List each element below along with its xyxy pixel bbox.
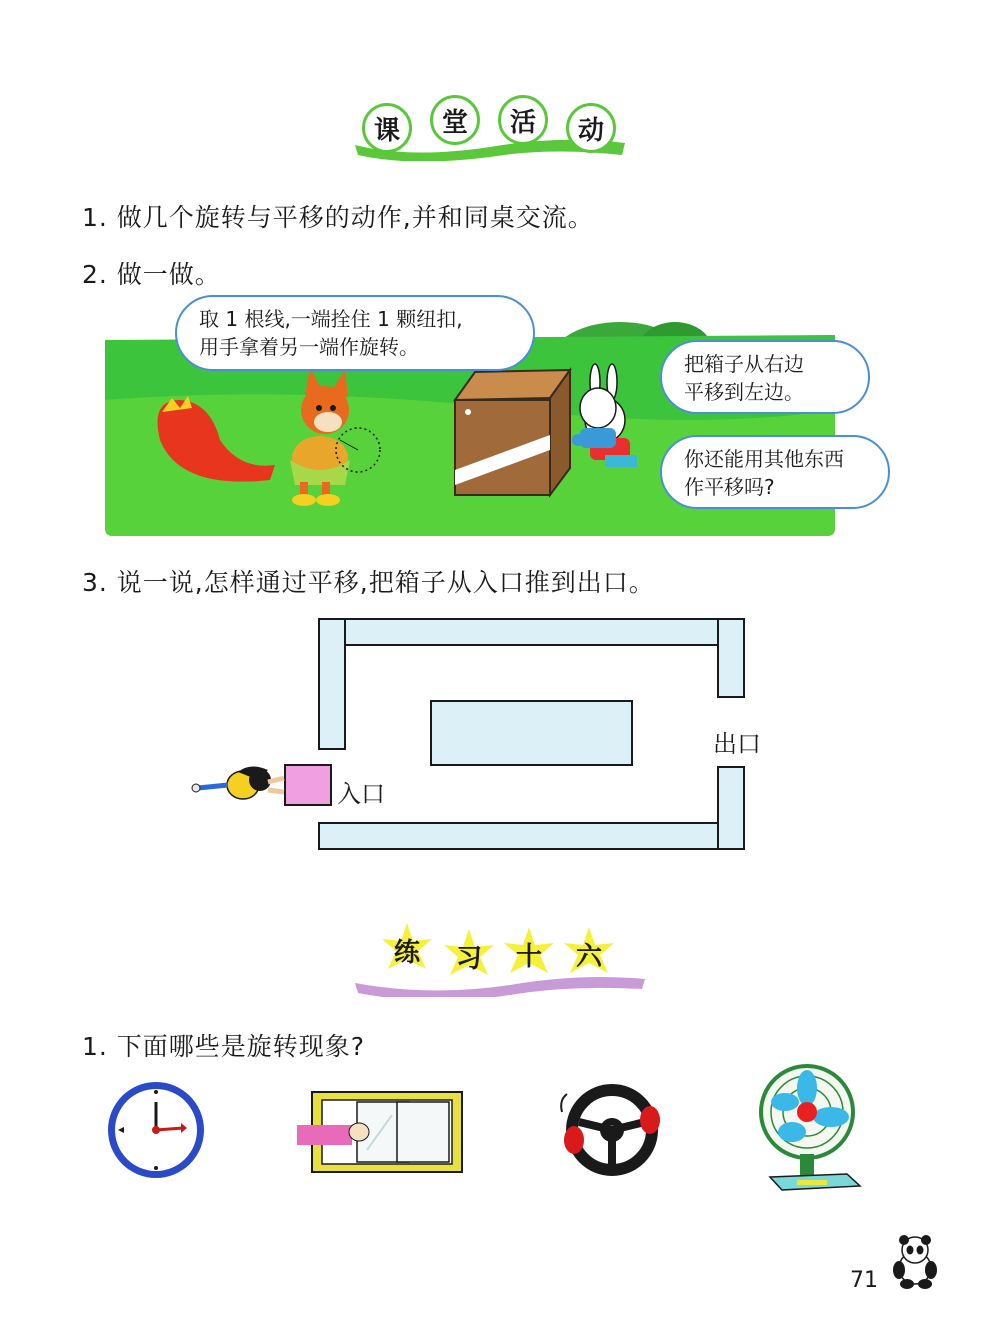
maze-join-top-right — [719, 620, 743, 644]
sliding-window-icon — [297, 1090, 467, 1175]
entrance-label: 入口 — [337, 780, 385, 808]
banner2-char-1: 练 — [378, 921, 436, 979]
maze-top-wall — [318, 618, 745, 646]
panda-icon — [885, 1232, 945, 1292]
rabbit-bubble1-line-1: 把箱子从右边 — [684, 352, 804, 376]
maze-center-block — [430, 700, 633, 766]
fox-bubble-line-1: 取 1 根线,一端拴住 1 颗纽扣, — [199, 307, 463, 331]
fox-speech-bubble — [175, 295, 535, 371]
steering-wheel-icon — [557, 1082, 667, 1177]
child-pushing-icon — [188, 760, 288, 810]
question-2: 2. 做一做。 — [82, 260, 221, 289]
page-number: 71 — [850, 1268, 878, 1293]
banner2-char-2: 习 — [440, 927, 498, 985]
fox-bubble-line-2: 用手拿着另一端作旋转。 — [199, 335, 419, 359]
translation-rotation-illustration — [100, 290, 844, 540]
question-1: 1. 做几个旋转与平移的动作,并和同桌交流。 — [82, 203, 594, 232]
question-3: 3. 说一说,怎样通过平移,把箱子从入口推到出口。 — [82, 568, 655, 597]
maze-diagram — [0, 600, 1000, 860]
maze-join-bottom-right — [719, 824, 743, 848]
banner1-char-1: 课 — [362, 103, 412, 153]
banner-classroom-activity — [350, 95, 630, 165]
maze-join-top-left — [320, 620, 344, 644]
pink-box — [284, 764, 332, 806]
rabbit-bubble1-line-2: 平移到左边。 — [684, 380, 804, 404]
clock-icon — [103, 1080, 209, 1180]
exit-label: 出口 — [713, 730, 761, 758]
electric-fan-icon — [752, 1062, 864, 1196]
rabbit-speech-bubble-1 — [660, 340, 870, 414]
rabbit-bubble2-line-2: 作平移吗? — [684, 475, 775, 499]
exercise-1: 1. 下面哪些是旋转现象? — [82, 1032, 366, 1061]
banner-exercise-16 — [350, 915, 650, 1000]
banner2-char-4: 六 — [560, 925, 618, 983]
rabbit-speech-bubble-2 — [660, 435, 890, 509]
maze-bottom-wall — [318, 822, 745, 850]
banner1-char-2: 堂 — [430, 95, 480, 145]
banner1-char-3: 活 — [498, 95, 548, 145]
rabbit-bubble2-line-1: 你还能用其他东西 — [684, 447, 844, 471]
banner1-char-4: 动 — [566, 103, 616, 153]
banner2-char-3: 十 — [500, 925, 558, 983]
